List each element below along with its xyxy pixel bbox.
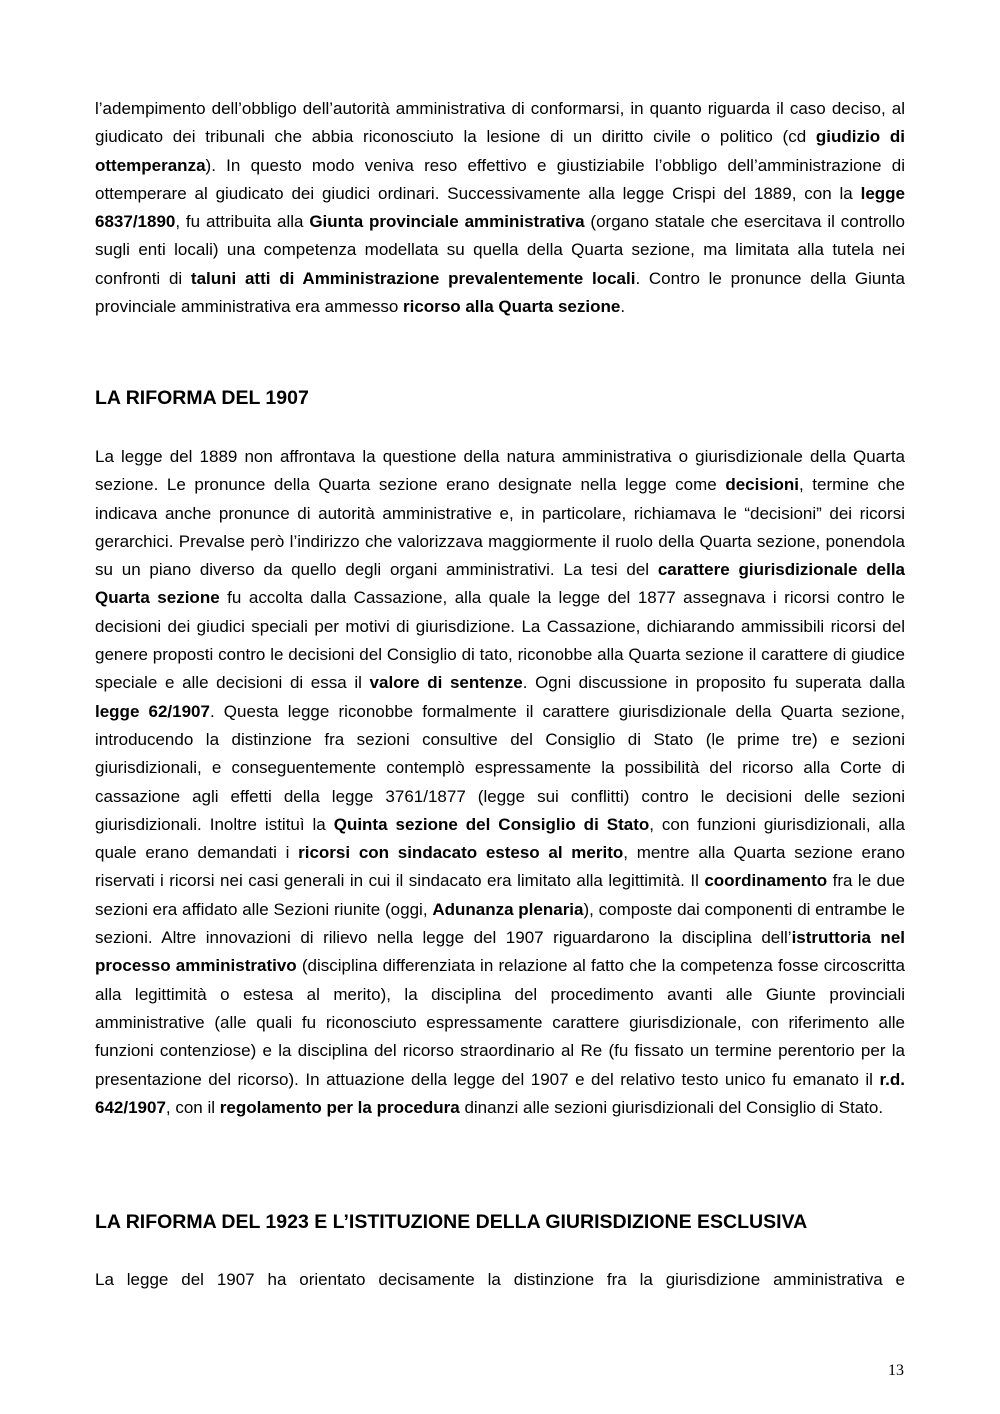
paragraph-riforma-1907	[95, 443, 905, 1122]
text-run: (disciplina differenziata in relazione al fatto che la competenza fosse circoscritta alla legittimità o estesa al merito), la disciplina del procedimento avanti alle Giunte provinciali amministrative (alle quali fu riconosciuto espressamente carattere giurisdizionale, con riferimento alle funzioni contenziose) e la disciplina del ricorso straordinario al Re (fu fissato un termine perentorio per la presentazione del ricorso). In attuazione della legge del 1907 e del relativo testo unico fu emanato il	[95, 956, 905, 1089]
paragraph-riforma-1923-start	[95, 1266, 905, 1294]
bold-text-run: taluni atti di Amministrazione prevalentemente locali	[190, 268, 636, 288]
text-run: l’adempimento dell’obbligo dell’autorità amministrativa di conformarsi, in quanto riguarda il caso deciso, al giudicato dei tribunali che abbia riconosciuto la lesione di un diritto civile o politico (cd	[95, 99, 905, 147]
bold-text-run: istruttoria nel processo amministrativo	[95, 928, 905, 976]
bold-text-run: decisioni	[725, 475, 799, 495]
text-run: fra le due sezioni era affidato alle Sezioni riunite (oggi,	[95, 871, 905, 919]
bold-text-run: ricorso alla Quarta sezione	[403, 297, 621, 317]
bold-text-run: Giunta provinciale amministrativa	[309, 212, 585, 232]
text-run: . Questa legge riconobbe formalmente il carattere giurisdizionale della Quarta sezione, introducendo la distinzione fra sezioni consultive del Consiglio di Stato (le prime tre) e sezioni giurisdizionali, e conseguentemente contemplò espressamente la possibilità del ricorso alla Corte di cassazione agli effetti della legge 3761/1877 (legge sui conflitti) contro le decisioni delle sezioni giurisdizionali. Inoltre istituì la	[95, 701, 905, 834]
bold-text-run: r.d. 642/1907	[95, 1069, 905, 1117]
bold-text-run: legge 62/1907	[95, 701, 210, 721]
text-run: La legge del 1889 non affrontava la questione della natura amministrativa o giurisdizionale della Quarta sezione. Le pronunce della Quarta sezione erano designate nella legge come	[95, 447, 905, 495]
text-run: dinanzi alle sezioni giurisdizionali del Consiglio di Stato.	[459, 1097, 884, 1117]
text-run: , con il	[165, 1097, 220, 1117]
text-run: (organo statale che esercitava il controllo sugli enti locali) una competenza modellata su quella della Quarta sezione, ma limitata alla tutela nei confronti di	[95, 212, 905, 288]
text-run: , fu attribuita alla	[175, 212, 310, 232]
text-run: . Ogni discussione in proposito fu superata dalla	[522, 673, 905, 693]
text-run: La legge del 1907 ha orientato decisamente la distinzione fra la giurisdizione amministrativa e	[95, 1270, 905, 1289]
bold-text-run: carattere giurisdizionale della Quarta sezione	[95, 560, 906, 608]
section-heading-riforma-1923: LA RIFORMA DEL 1923 E L’ISTITUZIONE DELLA GIURISDIZIONE ESCLUSIVA	[95, 1211, 808, 1233]
paragraph-intro	[95, 95, 905, 321]
bold-text-run: ricorsi con sindacato esteso al merito	[298, 843, 624, 863]
text-run: ). In questo modo veniva reso effettivo e giustiziabile l’obbligo dell’amministrazione di ottemperare al giudicato dei giudici ordinari. Successivamente alla legge Crispi del 1889, con la	[95, 155, 905, 203]
text-run: .	[620, 297, 626, 317]
section-heading-riforma-1907: LA RIFORMA DEL 1907	[95, 387, 309, 409]
text-run: fu accolta dalla Cassazione, alla quale la legge del 1877 assegnava i ricorsi contro le decisioni dei giudici speciali per motivi di giurisdizione. La Cassazione, dichiarando ammissibili ricorsi del genere proposti contro le decisioni del Consiglio di tato, riconobbe alla Quarta sezione il carattere di giudice speciale e alle decisioni di essa il	[95, 588, 906, 693]
text-run: , termine che indicava anche pronunce di autorità amministrative e, in particolare, richiamava le “decisioni” dei ricorsi gerarchici. Prevalse però l’indirizzo che valorizzava maggiormente il ruolo della Quarta sezione, ponendola su un piano diverso da quello degli organi amministrativi. La tesi del	[95, 475, 905, 580]
text-run: ), composte dai componenti di entrambe le sezioni. Altre innovazioni di rilievo nella legge del 1907 riguardarono la disciplina dell’	[95, 899, 905, 948]
bold-text-run: giudizio di ottemperanza	[95, 127, 905, 175]
text-run: , con funzioni giurisdizionali, alla quale erano demandati i	[95, 814, 905, 863]
bold-text-run: Quinta sezione del Consiglio di Stato	[333, 814, 650, 834]
bold-text-run: valore di sentenze	[369, 673, 523, 693]
bold-text-run: legge 6837/1890	[95, 183, 905, 232]
text-run: . Contro le pronunce della Giunta provinciale amministrativa era ammesso	[95, 268, 905, 317]
text-run: , mentre alla Quarta sezione erano riservati i ricorsi nei casi generali in cui il sindacato era limitato alla legittimità. Il	[95, 843, 905, 891]
bold-text-run: regolamento per la procedura	[219, 1097, 460, 1117]
bold-text-run: coordinamento	[704, 871, 828, 891]
page-number: 13	[888, 1362, 904, 1379]
bold-text-run: Adunanza plenaria	[432, 899, 584, 919]
